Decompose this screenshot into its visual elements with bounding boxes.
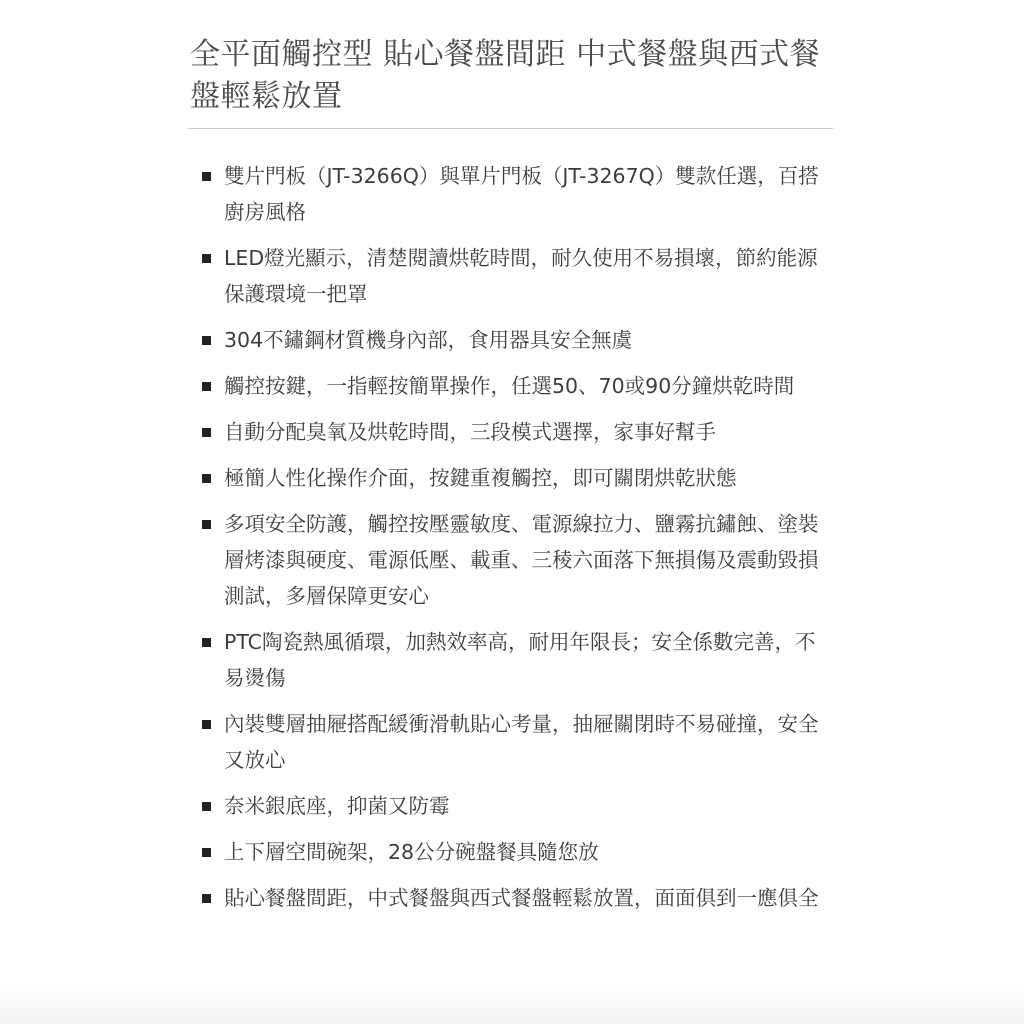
square-bullet-icon xyxy=(202,520,211,529)
square-bullet-icon xyxy=(202,474,211,483)
square-bullet-icon xyxy=(202,802,211,811)
page-title: 全平面觸控型 貼心餐盤間距 中式餐盤與西式餐盤輕鬆放置 xyxy=(190,37,821,114)
feature-text: 上下層空間碗架，28公分碗盤餐具隨您放 xyxy=(224,840,599,864)
square-bullet-icon xyxy=(202,720,211,729)
square-bullet-icon xyxy=(202,894,211,903)
bottom-shadow-overlay xyxy=(0,978,1024,1024)
feature-list xyxy=(200,158,824,926)
square-bullet-icon xyxy=(202,848,211,857)
feature-item xyxy=(200,460,824,496)
feature-text: LED燈光顯示，清楚閱讀烘乾時間，耐久使用不易損壞，節約能源保護環境一把罩 xyxy=(224,246,818,306)
square-bullet-icon xyxy=(202,382,211,391)
square-bullet-icon xyxy=(202,336,211,345)
feature-item xyxy=(200,506,824,614)
feature-text: 多項安全防護，觸控按壓靈敏度、電源線拉力、鹽霧抗鏽蝕、塗裝層烤漆與硬度、電源低壓、載重、三稜六面落下無損傷及震動毀損測試，多層保障更安心 xyxy=(224,512,819,608)
square-bullet-icon xyxy=(202,638,211,647)
feature-item xyxy=(200,240,824,312)
title-divider xyxy=(188,128,833,129)
feature-text: 貼心餐盤間距，中式餐盤與西式餐盤輕鬆放置，面面俱到一應俱全 xyxy=(224,886,819,910)
feature-text: 內裝雙層抽屜搭配緩衝滑軌貼心考量，抽屜關閉時不易碰撞，安全又放心 xyxy=(224,712,819,772)
feature-item xyxy=(200,706,824,778)
feature-item xyxy=(200,322,824,358)
feature-item xyxy=(200,834,824,870)
feature-text: 極簡人性化操作介面，按鍵重複觸控，即可關閉烘乾狀態 xyxy=(224,466,737,490)
feature-text: 奈米銀底座，抑菌又防霉 xyxy=(224,794,450,818)
feature-text: PTC陶瓷熱風循環，加熱效率高，耐用年限長；安全係數完善，不易燙傷 xyxy=(224,630,816,690)
feature-item xyxy=(200,414,824,450)
feature-item xyxy=(200,368,824,404)
feature-text: 自動分配臭氧及烘乾時間，三段模式選擇，家事好幫手 xyxy=(224,420,716,444)
feature-text: 304不鏽鋼材質機身內部，食用器具安全無虞 xyxy=(224,328,633,352)
feature-item xyxy=(200,624,824,696)
square-bullet-icon xyxy=(202,428,211,437)
feature-text: 觸控按鍵，一指輕按簡單操作，任選50、70或90分鐘烘乾時間 xyxy=(224,374,795,398)
feature-text: 雙片門板（JT-3266Q）與單片門板（JT-3267Q）雙款任選，百搭廚房風格 xyxy=(224,164,819,224)
square-bullet-icon xyxy=(202,172,211,181)
feature-item xyxy=(200,158,824,230)
square-bullet-icon xyxy=(202,254,211,263)
feature-item xyxy=(200,880,824,916)
feature-item xyxy=(200,788,824,824)
